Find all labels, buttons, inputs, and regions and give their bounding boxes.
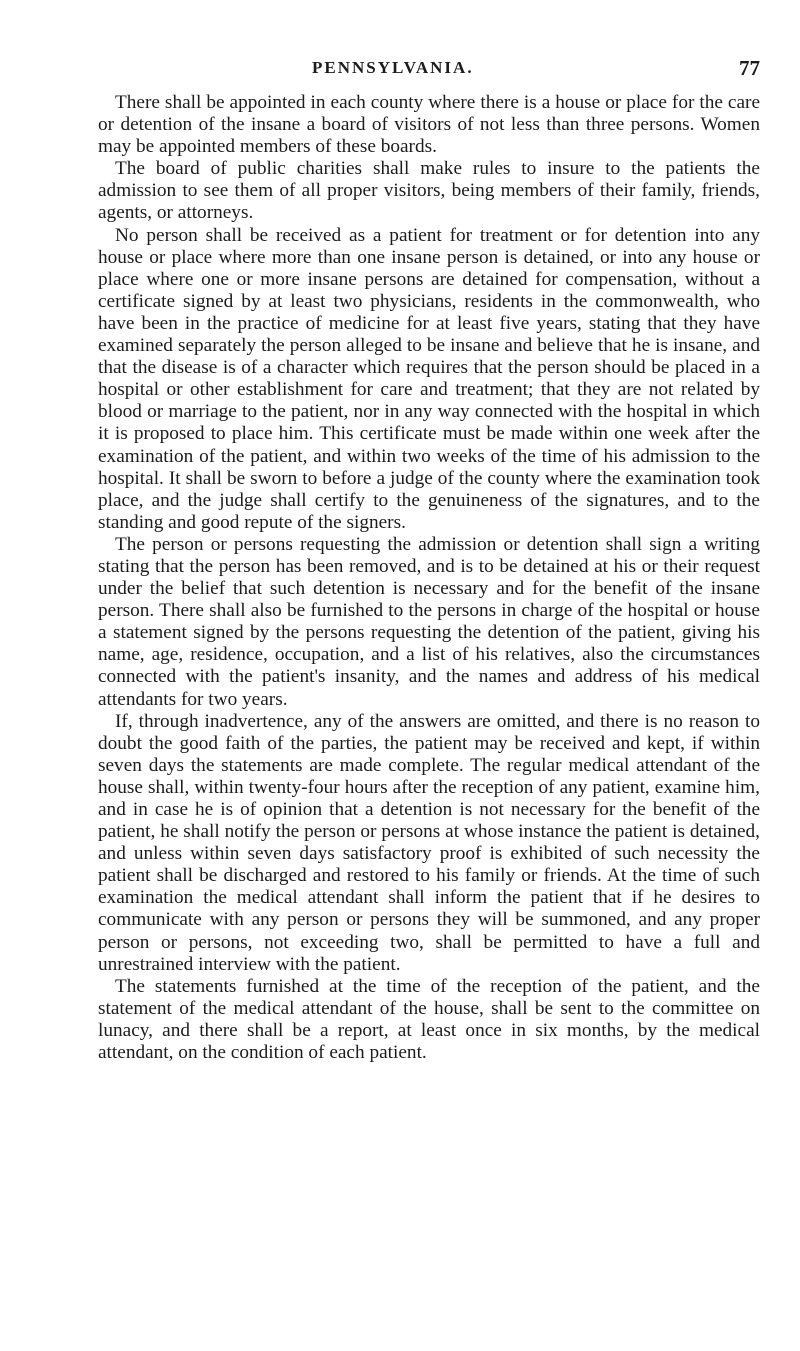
running-title: PENNSYLVANIA. <box>312 58 474 77</box>
paragraph-physician-certificate: No person shall be received as a patient for treatment or for detention into any house or place where more than one insane person is detained, or into any house or place where one or more insane persons are detained for compensation, without a certificate signed by at least two physicians, residents in the commonwealth, who have been in the practice of medicine for at least five years, stating that they have examined separately the person alleged to be insane and believe that he is insane, and that the disease is of a character which requires that the person should be placed in a hospital or other establishment for care and treatment; that they are not related by blood or marriage to the patient, nor in any way connected with the hospital in which it is proposed to place him. This certificate must be made within one week after the examination of the patient, and within two weeks of the time of his admission to the hospital. It shall be sworn to before a judge of the county where the examination took place, and the judge shall certify to the genuineness of the signatures, and to the standing and good repute of the signers. <box>98 224 760 533</box>
running-header <box>98 58 760 82</box>
body-text <box>98 92 760 1064</box>
paragraph-admission-request: The person or persons requesting the admission or detention shall sign a writing stating that the person has been removed, and is to be detained at his or their request under the belief that such detention is necessary and for the benefit of the insane person. There shall also be furnished to the persons in charge of the hospital or house a statement signed by the persons requesting the detention of the patient, giving his name, age, residence, occupation, and a list of his relatives, also the circumstances connected with the patient's insanity, and the names and address of his medical attendants for two years. <box>98 533 760 710</box>
paragraph-board-of-visitors: There shall be appointed in each county where there is a house or place for the care or detention of the insane a board of visitors of not less than three persons. Women may be appointed members of these boards. <box>98 92 760 158</box>
page-number: 77 <box>739 56 760 80</box>
document-page <box>98 58 760 1064</box>
paragraph-committee-reports: The statements furnished at the time of the reception of the patient, and the statement of the medical attendant of the house, shall be sent to the committee on lunacy, and there shall be a report, at least once in six months, by the medical attendant, on the condition of each patient. <box>98 975 760 1064</box>
paragraph-omitted-answers: If, through inadvertence, any of the answers are omitted, and there is no reason to doubt the good faith of the parties, the patient may be received and kept, if within seven days the statements are made complete. The regular medical attendant of the house shall, within twenty-four hours after the reception of any patient, examine him, and in case he is of opinion that a detention is not necessary for the benefit of the patient, he shall notify the person or persons at whose instance the patient is detained, and unless within seven days satisfactory proof is exhibited of such necessity the patient shall be discharged and restored to his family or friends. At the time of such examination the medical attendant shall inform the patient that if he desires to communicate with any person or persons they will be summoned, and any proper person or persons, not exceeding two, shall be permitted to have a full and unrestrained interview with the patient. <box>98 710 760 975</box>
paragraph-visitor-rules: The board of public charities shall make rules to insure to the patients the admission to see them of all proper visitors, being members of their family, friends, agents, or attorneys. <box>98 158 760 224</box>
